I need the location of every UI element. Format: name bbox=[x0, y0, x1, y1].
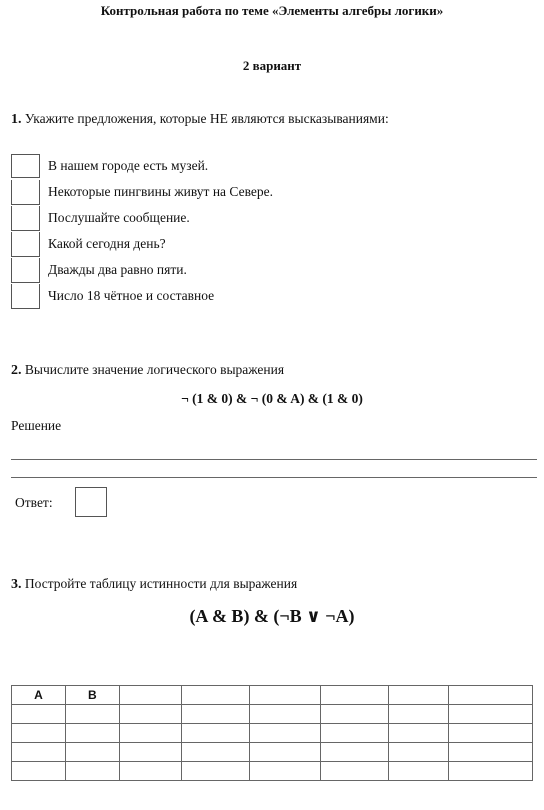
option-checkbox[interactable] bbox=[11, 154, 40, 178]
truth-table-cell[interactable] bbox=[12, 724, 66, 743]
question-2 bbox=[11, 362, 284, 379]
option-label: Некоторые пингвины живут на Севере. bbox=[48, 184, 273, 199]
option-label: Какой сегодня день? bbox=[48, 236, 166, 251]
truth-table-cell[interactable] bbox=[249, 705, 321, 724]
solution-line[interactable] bbox=[11, 477, 537, 478]
truth-table-cell[interactable] bbox=[389, 686, 449, 705]
truth-table-cell[interactable] bbox=[119, 724, 181, 743]
truth-table-cell[interactable] bbox=[181, 762, 249, 781]
option-row bbox=[11, 205, 273, 231]
truth-table-cell[interactable] bbox=[389, 743, 449, 762]
truth-table-row bbox=[12, 743, 533, 762]
variant-label: 2 вариант bbox=[242, 58, 302, 73]
option-row bbox=[11, 153, 273, 179]
truth-table-cell[interactable] bbox=[181, 705, 249, 724]
answer-label: Ответ: bbox=[15, 495, 53, 510]
option-checkbox[interactable] bbox=[11, 284, 40, 309]
truth-table-row bbox=[12, 705, 533, 724]
solution-line[interactable] bbox=[11, 459, 537, 460]
truth-table-cell[interactable] bbox=[12, 705, 66, 724]
truth-table-cell[interactable] bbox=[12, 762, 66, 781]
truth-table-row bbox=[12, 724, 533, 743]
truth-table-cell[interactable] bbox=[449, 705, 533, 724]
truth-table-cell[interactable] bbox=[321, 686, 389, 705]
option-checkbox[interactable] bbox=[11, 206, 40, 231]
option-label: Послушайте сообщение. bbox=[48, 210, 190, 225]
truth-table-cell[interactable] bbox=[119, 743, 181, 762]
truth-table-cell[interactable] bbox=[249, 743, 321, 762]
truth-table-cell[interactable] bbox=[65, 762, 119, 781]
truth-table-cell[interactable] bbox=[119, 686, 181, 705]
truth-table-cell[interactable] bbox=[65, 724, 119, 743]
question-1-options bbox=[11, 153, 273, 309]
option-label: В нашем городе есть музей. bbox=[48, 158, 209, 173]
option-label: Число 18 чётное и составное bbox=[48, 288, 215, 303]
truth-table-cell[interactable] bbox=[249, 686, 321, 705]
option-checkbox[interactable] bbox=[11, 258, 40, 283]
truth-table-cell[interactable] bbox=[389, 724, 449, 743]
truth-table-row bbox=[12, 762, 533, 781]
truth-table-cell[interactable] bbox=[389, 762, 449, 781]
truth-table-header-b: B bbox=[65, 686, 119, 705]
truth-table-cell[interactable] bbox=[12, 743, 66, 762]
truth-table-cell[interactable] bbox=[119, 705, 181, 724]
truth-table-cell[interactable] bbox=[321, 705, 389, 724]
truth-table-cell[interactable] bbox=[65, 743, 119, 762]
option-row bbox=[11, 257, 273, 283]
truth-table-cell[interactable] bbox=[449, 743, 533, 762]
truth-table-cell[interactable] bbox=[321, 743, 389, 762]
question-2-number: 2. bbox=[11, 363, 22, 378]
truth-table bbox=[11, 685, 533, 781]
truth-table-cell[interactable] bbox=[449, 762, 533, 781]
truth-table-cell[interactable] bbox=[449, 686, 533, 705]
truth-table-cell[interactable] bbox=[181, 724, 249, 743]
option-checkbox[interactable] bbox=[11, 232, 40, 257]
question-1-number: 1. bbox=[11, 112, 22, 127]
option-row bbox=[11, 179, 273, 205]
answer-field[interactable] bbox=[75, 487, 107, 517]
truth-table-cell[interactable] bbox=[249, 762, 321, 781]
question-3-text: Постройте таблицу истинности для выражения bbox=[24, 576, 298, 591]
question-3-number: 3. bbox=[11, 577, 22, 592]
question-3 bbox=[11, 576, 297, 593]
option-checkbox[interactable] bbox=[11, 180, 40, 205]
truth-table-cell[interactable] bbox=[65, 705, 119, 724]
option-row bbox=[11, 231, 273, 257]
question-1 bbox=[11, 111, 389, 128]
option-label: Дважды два равно пяти. bbox=[48, 262, 187, 277]
truth-table-header-a: A bbox=[12, 686, 66, 705]
option-row bbox=[11, 283, 273, 309]
truth-table-cell[interactable] bbox=[321, 762, 389, 781]
truth-table-cell[interactable] bbox=[249, 724, 321, 743]
page-title: Контрольная работа по теме «Элементы алгебры логики» bbox=[100, 3, 444, 18]
truth-table-header-row bbox=[12, 686, 533, 705]
question-1-text: Укажите предложения, которые НЕ являются высказываниями: bbox=[24, 111, 389, 126]
truth-table-cell[interactable] bbox=[449, 724, 533, 743]
solution-label: Решение bbox=[11, 418, 62, 433]
logic-expression: ¬ (1 & 0) & ¬ (0 & A) & (1 & 0) bbox=[181, 391, 363, 406]
truth-table-cell[interactable] bbox=[321, 724, 389, 743]
truth-table-cell[interactable] bbox=[181, 743, 249, 762]
truth-table-cell[interactable] bbox=[181, 686, 249, 705]
truth-table-cell[interactable] bbox=[389, 705, 449, 724]
truth-table-expression: (A & B) & (¬B ∨ ¬A) bbox=[189, 606, 355, 626]
question-2-text: Вычислите значение логического выражения bbox=[24, 362, 285, 377]
truth-table-cell[interactable] bbox=[119, 762, 181, 781]
